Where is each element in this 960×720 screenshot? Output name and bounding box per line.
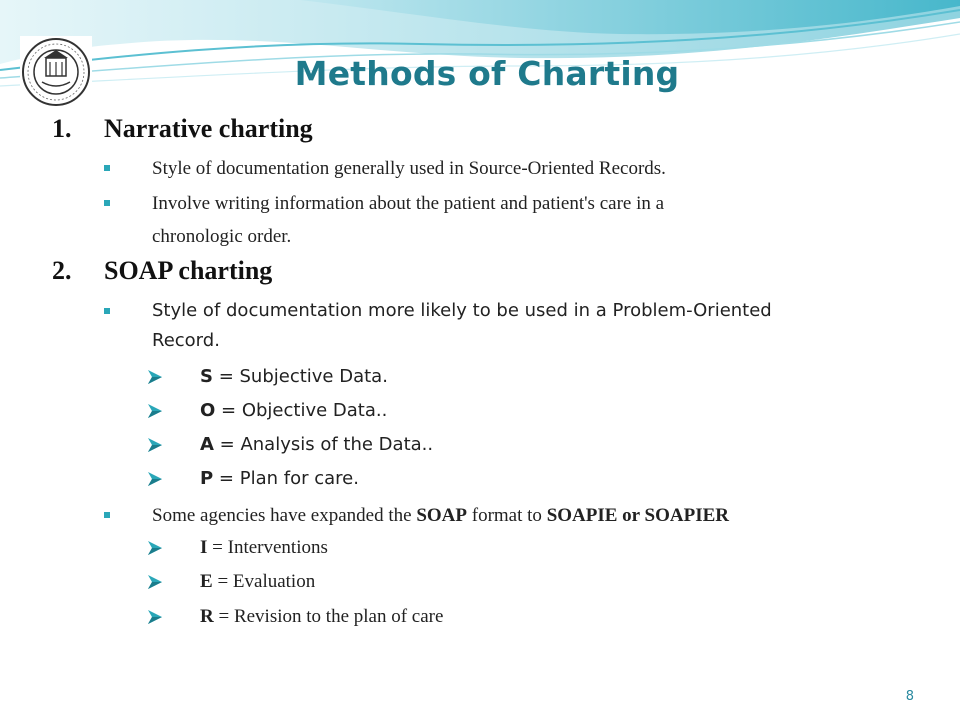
expand-text-pre: Some agencies have expanded the (152, 505, 417, 526)
soap-letter: P (200, 468, 214, 489)
soap-letter: I (200, 537, 208, 558)
soap-description: = Objective Data.. (215, 400, 388, 421)
bullet-item (104, 296, 772, 356)
soap-letter: A (200, 434, 214, 455)
soap-item-i (147, 533, 328, 563)
square-bullet-icon (104, 308, 110, 314)
soap-item-p (147, 464, 359, 494)
soap-description: = Interventions (207, 537, 328, 558)
square-bullet-icon (104, 200, 110, 206)
expand-text-soapie: SOAPIE or SOAPIER (546, 505, 729, 526)
bullet-text-continuation: Record. (152, 330, 220, 351)
soap-description: = Evaluation (212, 571, 316, 592)
expand-text-mid: format to (467, 505, 547, 526)
arrow-bullet-icon (147, 369, 163, 385)
section-heading-narrative (52, 114, 313, 144)
bullet-item (104, 187, 664, 253)
slide-title: Methods of Charting (294, 54, 680, 93)
soap-item-r (147, 602, 443, 632)
section-heading-soap (52, 256, 272, 286)
square-bullet-icon (104, 165, 110, 171)
section-number: 1. (52, 114, 72, 143)
square-bullet-icon (104, 512, 110, 518)
bullet-text: Style of documentation generally used in Source-Oriented Records. (152, 158, 666, 179)
arrow-bullet-icon (147, 540, 163, 556)
bullet-text-continuation: chronologic order. (152, 226, 292, 247)
soap-description: = Plan for care. (213, 468, 359, 489)
soap-description: = Revision to the plan of care (213, 606, 444, 627)
soap-letter: R (200, 606, 214, 627)
expand-text-soap: SOAP (416, 505, 467, 526)
page-number: 8 (905, 689, 914, 704)
arrow-bullet-icon (147, 609, 163, 625)
soap-item-a (147, 430, 433, 460)
soap-description: = Analysis of the Data.. (213, 434, 434, 455)
bullet-text: Involve writing information about the patient and patient's care in a (152, 193, 665, 214)
soap-letter: O (200, 400, 216, 421)
soap-item-o (147, 396, 387, 426)
soap-description: = Subjective Data. (212, 366, 388, 387)
section-number: 2. (52, 256, 72, 285)
arrow-bullet-icon (147, 574, 163, 590)
section-heading-text: SOAP charting (104, 256, 273, 285)
section-heading-text: Narrative charting (104, 114, 313, 143)
soap-letter: E (200, 571, 213, 592)
soap-item-e (147, 567, 315, 597)
soap-item-s (147, 362, 388, 392)
bullet-item (104, 152, 666, 185)
arrow-bullet-icon (147, 437, 163, 453)
arrow-bullet-icon (147, 471, 163, 487)
bullet-text: Style of documentation more likely to be used in a Problem-Oriented (152, 300, 772, 321)
arrow-bullet-icon (147, 403, 163, 419)
bullet-item-expanded-format (104, 499, 729, 532)
soap-letter: S (200, 366, 213, 387)
